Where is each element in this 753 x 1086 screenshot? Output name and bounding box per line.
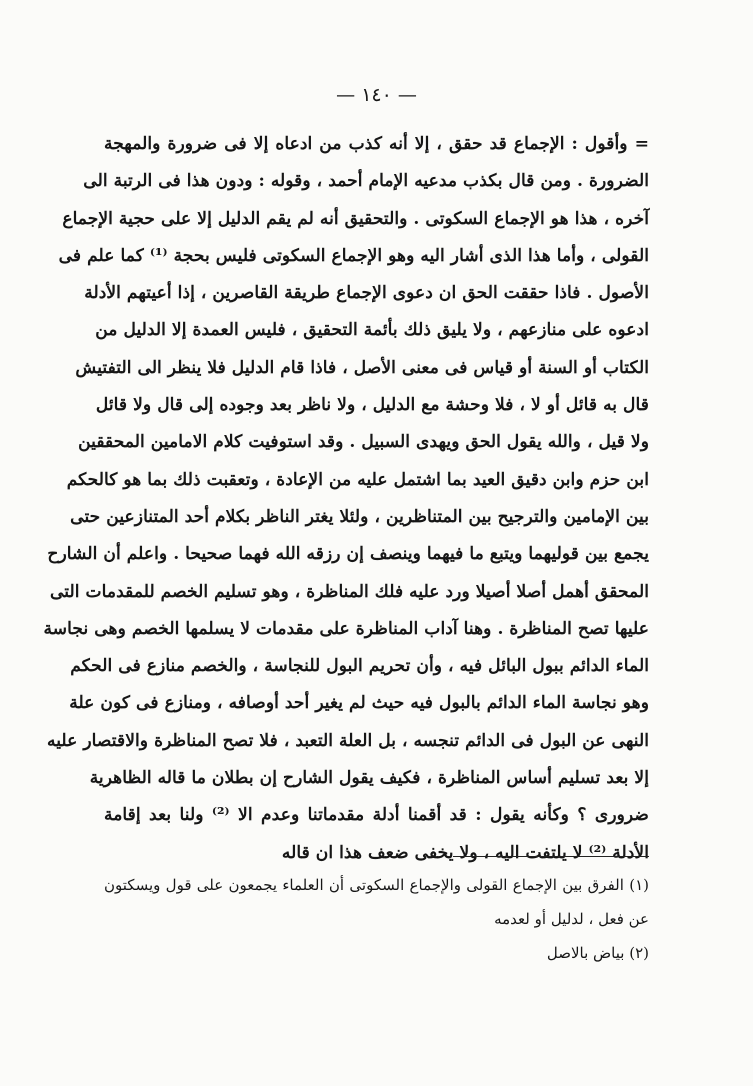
body-line: إلا بعد تسليم أساس المناظرة ، فكيف يقول الشارح إن بطلان ما قاله الظاهرية	[89, 768, 649, 789]
body-line: الكتاب أو السنة أو قياس فى معنى الأصل ، فاذا قام الدليل فلا ينظر الى التفتيش	[75, 357, 649, 378]
body-line: بين الإمامين والترجيح بين المتناظرين ، ولئلا يغتر الناظر بكلام أحد المتنازعين حتى	[70, 506, 649, 527]
footnote-1-line-1: (١) الفرق بين الإجماع القولى والإجماع السكوتى أن العلماء يجمعون على قول ويسكتون	[104, 876, 649, 894]
body-line: آخره ، هذا هو الإجماع السكوتى . والتحقيق أنه لم يقم الدليل إلا على حجية الإجماع	[62, 208, 649, 229]
body-line: ضرورى ؟ وكأنه يقول : قد أقمنا أدلة مقدماتنا وعدم الا ⁽²⁾ ولنا بعد إقامة	[104, 805, 649, 826]
footnote-2: (٢) بياض بالاصل	[546, 944, 649, 962]
footnote-1-line-2: عن فعل ، لدليل أو لعدمه	[494, 910, 649, 928]
body-line: ابن حزم وابن دقيق العيد بما اشتمل عليه من الإعادة ، وتعقبت ذلك بما هو كالحكم	[66, 469, 649, 490]
footnotes	[104, 868, 649, 970]
body-line: الماء الدائم ببول البائل فيه ، وأن تحريم البول للنجاسة ، والخصم منازع فى الحكم	[70, 656, 649, 677]
body-text	[43, 126, 649, 872]
body-line: القولى ، وأما هذا الذى أشار اليه وهو الإجماع السكوتى فليس بحجة ⁽¹⁾ كما علم فى	[58, 245, 649, 266]
body-line: يجمع بين قوليهما ويتبع ما فيهما وينصف إن رزقه الله فهما صحيحا . واعلم أن الشارح	[47, 544, 649, 565]
body-line: ولا قيل ، والله يقول الحق ويهدى السبيل . وقد استوفيت كلام الامامين المحققين	[78, 432, 649, 453]
body-line: وهو نجاسة الماء الدائم بالبول فيه حيث لم يغير أحد أوصافه ، ومنازع فى كون علة	[69, 693, 649, 714]
body-line: الأصول . فاذا حققت الحق ان دعوى الإجماع طريقة القاصرين ، إذا أعيتهم الأدلة	[84, 283, 649, 304]
body-line: قال به قائل أو لا ، فلا وحشة مع الدليل ، ولا ناظر بعد وجوده إلى قال ولا قائل	[95, 395, 649, 416]
body-line: المحقق أهمل أصلا أصيلا ورد عليه فلك المناظرة ، وهو تسليم الخصم للمقدمات التى	[49, 581, 649, 602]
body-line: ادعوه على منازعهم ، ولا يليق ذلك بأئمة التحقيق ، فليس العمدة إلا الدليل من	[95, 320, 649, 341]
body-line: الضرورة . ومن قال بكذب مدعيه الإمام أحمد ، وقوله : ودون هذا فى الرتبة الى	[83, 171, 649, 192]
body-line: الأدلة ⁽²⁾ لا يلتفت اليه ، ولا يخفى ضعف هذا ان قاله	[281, 842, 649, 863]
body-line: النهى عن البول فى الدائم تنجسه ، بل العلة التعبد ، فلا تصح المناظرة والاقتصار عليه	[47, 730, 649, 751]
body-line: عليها تصح المناظرة . وهنا آداب المناظرة على مقدمات لا يسلمها الخصم وهى نجاسة	[43, 618, 649, 639]
page-number: — ١٤٠ —	[336, 84, 417, 106]
body-line: = وأقول : الإجماع قد حقق ، إلا أنه كذب من ادعاه إلا فى ضرورة والمهجة	[104, 134, 649, 154]
footnote-divider	[453, 856, 649, 857]
